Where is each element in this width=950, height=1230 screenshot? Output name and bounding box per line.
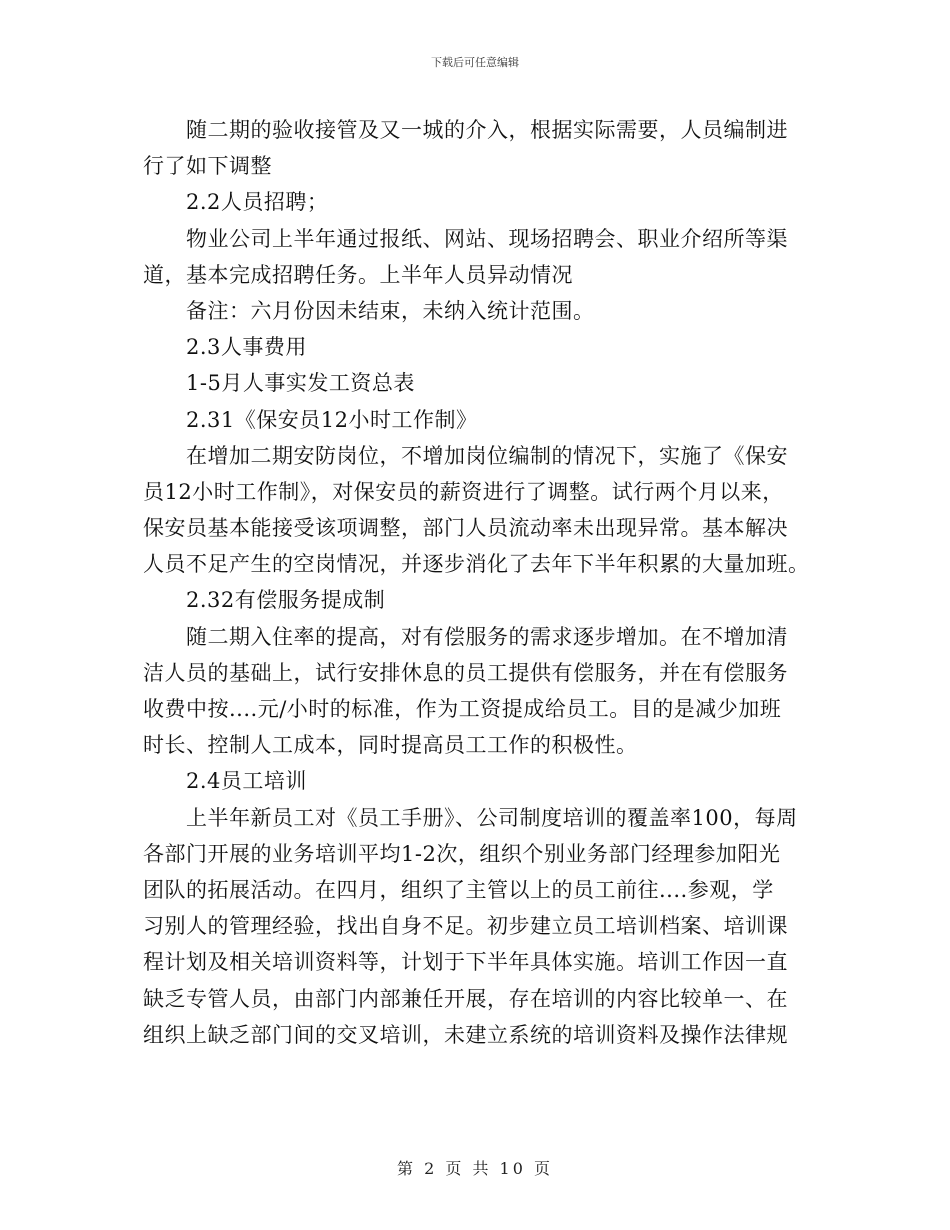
body-text-line: 2.3人事费用 bbox=[186, 335, 307, 360]
body-text-line: 道，基本完成招聘任务。上半年人员异动情况 bbox=[143, 262, 573, 287]
body-text-line: 各部门开展的业务培训平均1-2次，组织个别业务部门经理参加阳光 bbox=[143, 841, 781, 866]
body-text-line: 员12小时工作制》，对保安员的薪资进行了调整。试行两个月以来， bbox=[143, 479, 784, 504]
page-footer: 第 2 页 共 10 页 bbox=[397, 1159, 553, 1178]
body-text-line: 2.32有偿服务提成制 bbox=[186, 588, 386, 613]
page-header: 下载后可任意编辑 bbox=[431, 56, 519, 69]
body-text-line: 洁人员的基础上，试行安排休息的员工提供有偿服务，并在有偿服务 bbox=[143, 660, 788, 685]
body-text-line: 人员不足产生的空岗情况，并逐步消化了去年下半年积累的大量加班。 bbox=[143, 552, 810, 577]
body-text-line: 行了如下调整 bbox=[143, 154, 272, 179]
body-text-line: 1-5月人事实发工资总表 bbox=[186, 371, 415, 396]
body-text-line: 保安员基本能接受该项调整，部门人员流动率未出现异常。基本解决 bbox=[143, 516, 788, 541]
body-text-line: 时长、控制人工成本，同时提高员工工作的积极性。 bbox=[143, 733, 638, 758]
body-text-line: 缺乏专管人员，由部门内部兼任开展，存在培训的内容比较单一、在 bbox=[143, 986, 788, 1011]
body-text-line: 2.31《保安员12小时工作制》 bbox=[186, 407, 478, 432]
document-body bbox=[143, 112, 810, 1053]
body-text-line: 团队的拓展活动。在四月，组织了主管以上的员工前往....参观，学 bbox=[143, 877, 774, 902]
body-text-line: 随二期的验收接管及又一城的介入，根据实际需要，人员编制进 bbox=[186, 118, 788, 142]
body-text-line: 备注：六月份因未结束，未纳入统计范围。 bbox=[186, 298, 595, 323]
body-text-line: 收费中按....元/小时的标准，作为工资提成给员工。目的是减少加班 bbox=[143, 697, 782, 721]
body-text-line: 上半年新员工对《员工手册》、公司制度培训的覆盖率100，每周 bbox=[186, 805, 798, 830]
body-text-line: 随二期入住率的提高，对有偿服务的需求逐步增加。在不增加清 bbox=[186, 624, 788, 649]
body-text-line: 习别人的管理经验，找出自身不足。初步建立员工培训档案、培训课 bbox=[143, 914, 788, 939]
body-text-line: 2.4员工培训 bbox=[186, 769, 307, 794]
body-text-line: 组织上缺乏部门间的交叉培训，未建立系统的培训资料及操作法律规 bbox=[143, 1022, 788, 1047]
body-text-line: 2.2人员招聘； bbox=[186, 190, 329, 215]
body-text-line: 程计划及相关培训资料等，计划于下半年具体实施。培训工作因一直 bbox=[143, 950, 788, 975]
body-text-line: 在增加二期安防岗位，不增加岗位编制的情况下，实施了《保安 bbox=[186, 443, 788, 468]
body-text-line: 物业公司上半年通过报纸、网站、现场招聘会、职业介绍所等渠 bbox=[186, 226, 788, 251]
